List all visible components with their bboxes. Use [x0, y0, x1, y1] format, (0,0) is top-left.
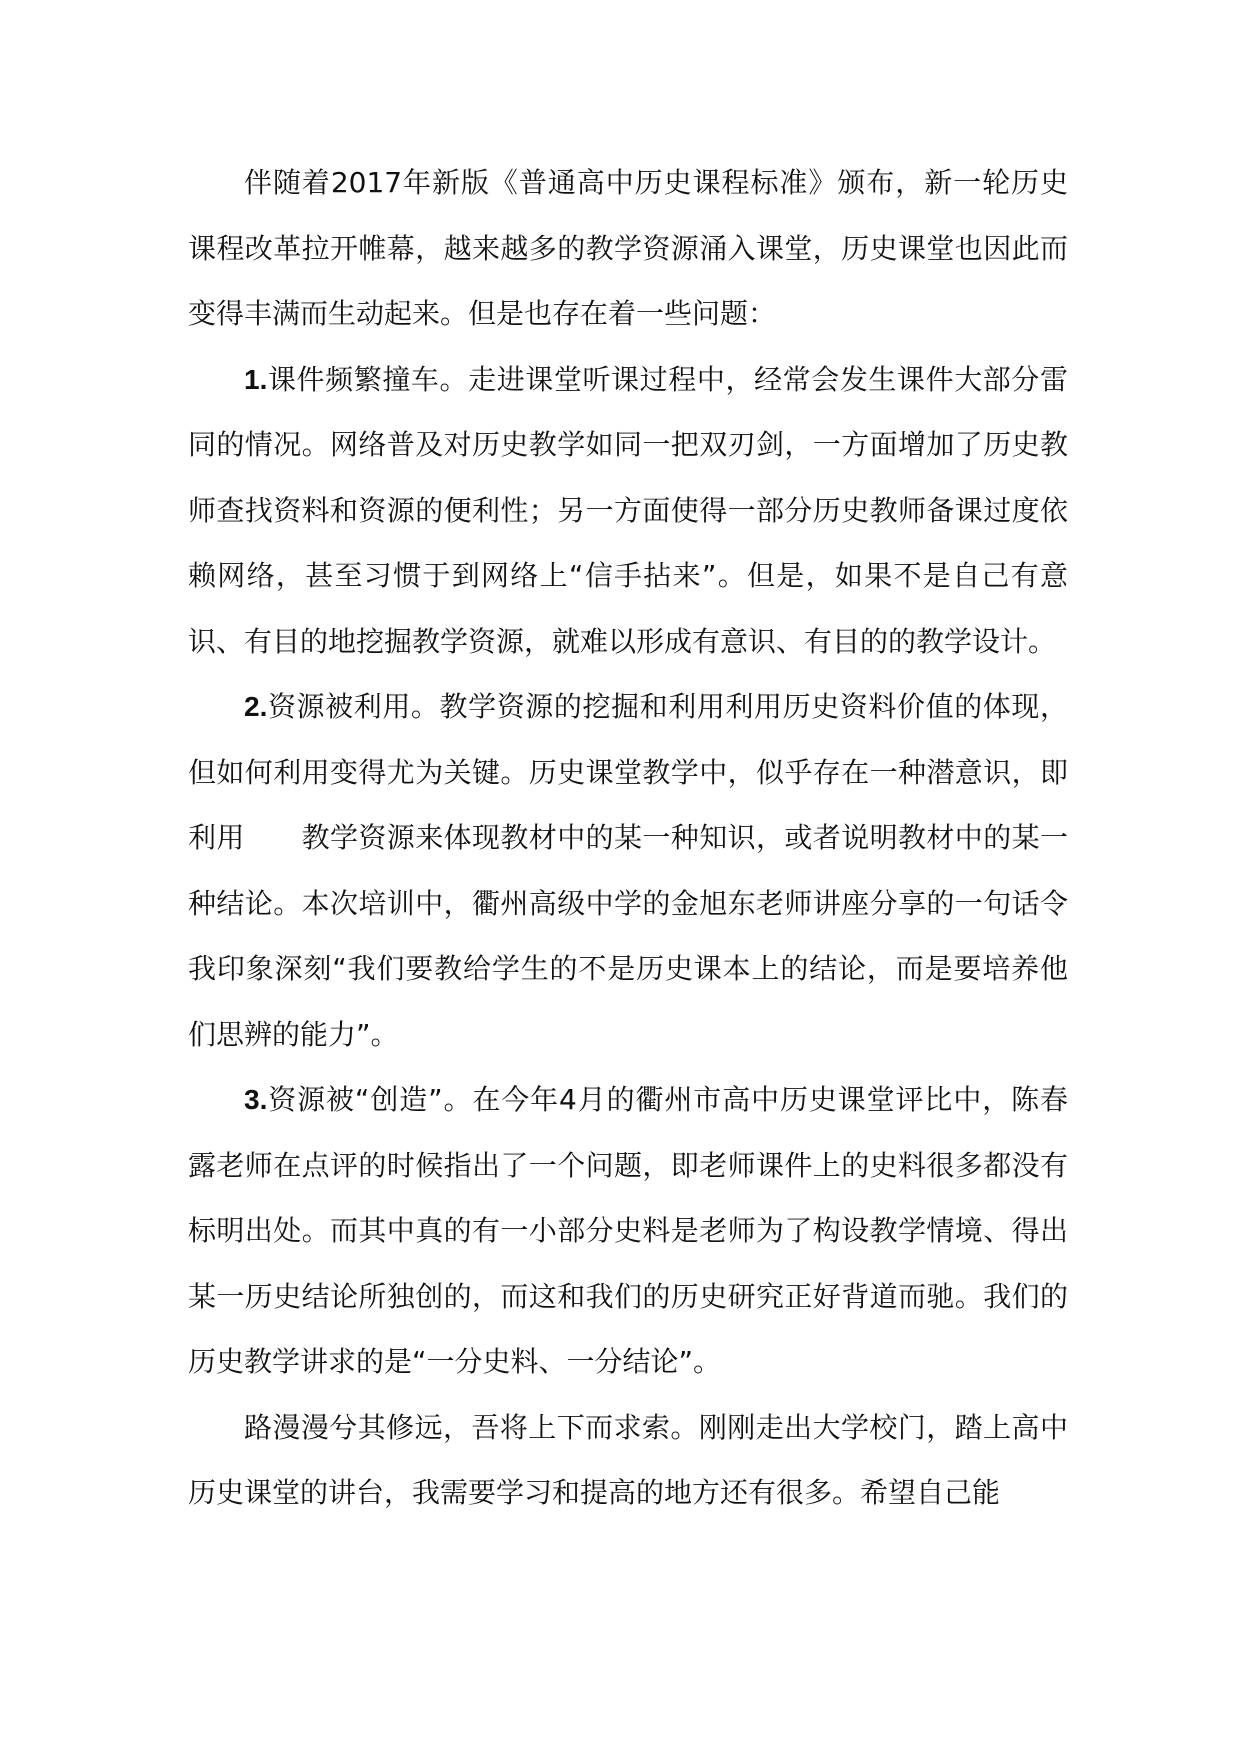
- list-number: 2.: [244, 691, 268, 722]
- document-body: [188, 150, 1068, 1526]
- list-number: 1.: [244, 363, 268, 395]
- intro-paragraph: [188, 150, 1068, 347]
- issue-courseware-paragraph: [188, 347, 1068, 675]
- paragraph-text: 课件频繁撞车。走进课堂听课过程中，经常会发生课件大部分雷同的情况。网络普及对历史教学如同一把双刃剑，一方面增加了历史教师查找资料和资源的便利性；另一方面使得一部分历史教师备课过度依赖网络，甚至习惯于到网络上“信手拈来”。但是，如果不是自己有意识、有目的地挖掘教学资源，就难以形成有意识、有目的的教学设计。: [188, 362, 1068, 658]
- issue-resource-creation-paragraph: [188, 1067, 1068, 1395]
- paragraph-text: 路漫漫兮其修远，吾将上下而求索。刚刚走出大学校门，踏上高中历史课堂的讲台，我需要学习和提高的地方还有很多。希望自己能: [188, 1410, 1068, 1509]
- paragraph-text: 伴随着2017年新版《普通高中历史课程标准》颁布，新一轮历史课程改革拉开帷幕，越来越多的教学资源涌入课堂，历史课堂也因此而变得丰满而生动起来。但是也存在着一些问题：: [188, 166, 1068, 330]
- list-number: 3.: [244, 1084, 268, 1115]
- issue-resource-use-paragraph: [188, 674, 1068, 1067]
- closing-paragraph: [188, 1395, 1068, 1526]
- paragraph-text: 资源被“创造”。在今年4月的衢州市高中历史课堂评比中，陈春露老师在点评的时候指出了一个问题，即老师课件上的史料很多都没有标明出处。而其中真的有一小部分史料是老师为了构设教学情境、得出某一历史结论所独创的，而这和我们的历史研究正好背道而驰。我们的历史教学讲求的是“一分史料、一分结论”。: [188, 1083, 1068, 1378]
- paragraph-text: 资源被利用。教学资源的挖掘和利用利用历史资料价值的体现，但如何利用变得尤为关键。历史课堂教学中，似乎存在一种潜意识，即利用 教学资源来体现教材中的某一种知识，或者说明教材中的某一种结论。本次培训中，衢州高级中学的金旭东老师讲座分享的一句话令我印象深刻“我们要教给学生的不是历史课本上的结论，而是要培养他们思辨的能力”。: [188, 690, 1068, 1051]
